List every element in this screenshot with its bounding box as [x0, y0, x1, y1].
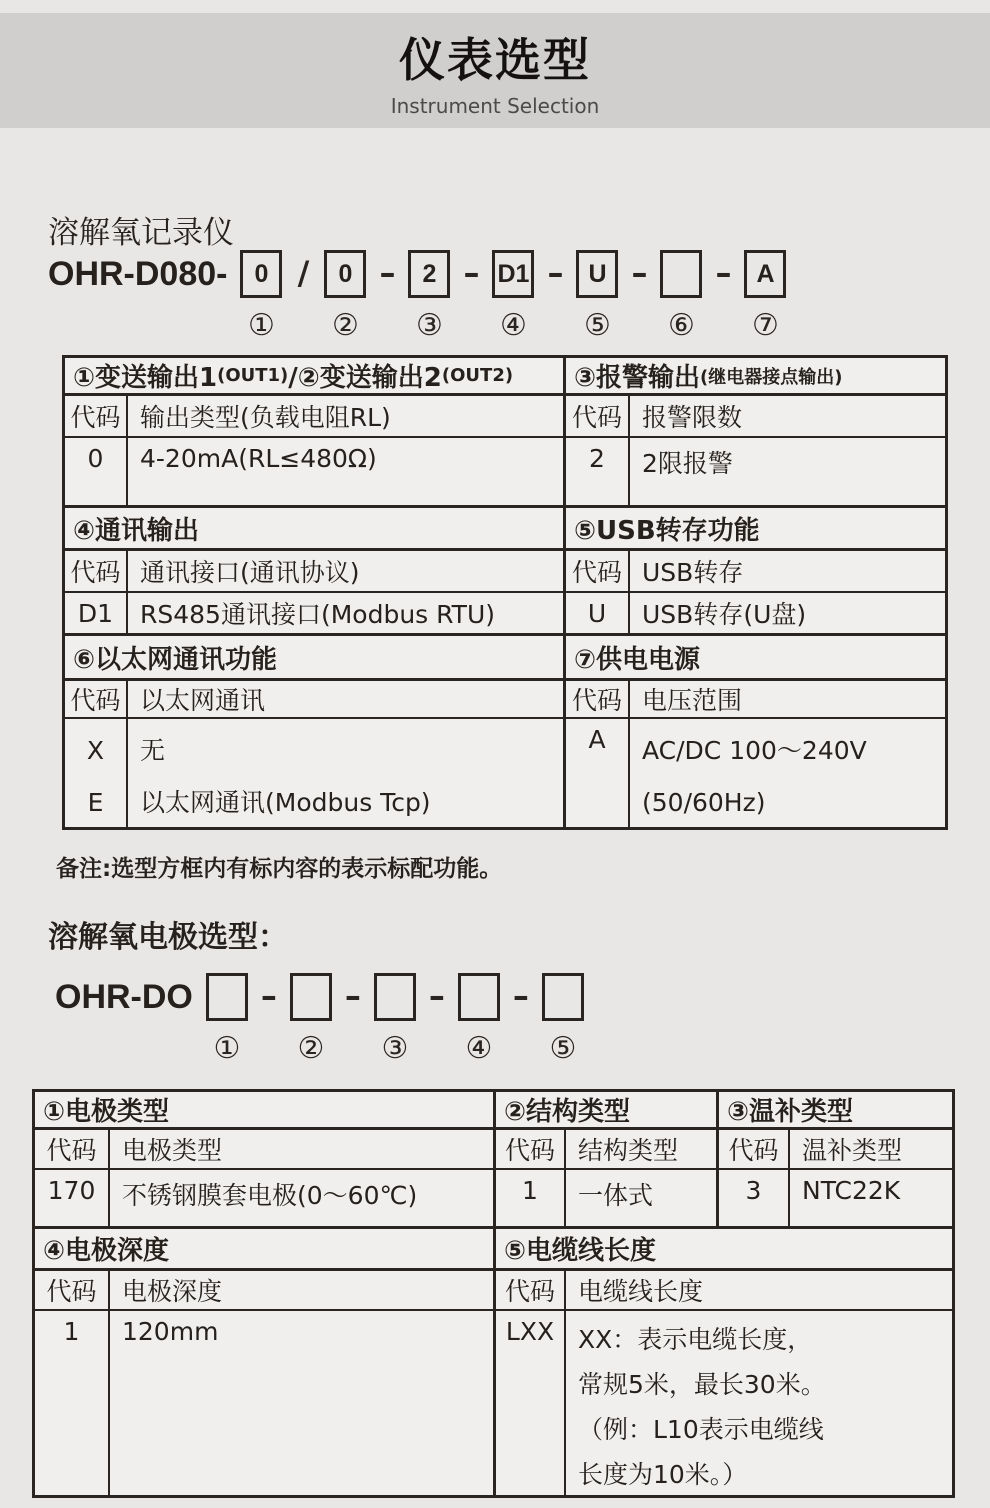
- cell-code: 3: [716, 1170, 790, 1229]
- header-alarm-output: [563, 358, 945, 396]
- header-electrode-depth: ④电极深度: [35, 1229, 493, 1271]
- page-subtitle: Instrument Selection: [390, 93, 600, 118]
- cell-desc: 不锈钢膜套电极(0～60℃): [110, 1170, 493, 1229]
- cell-desc: USB转存(U盘): [630, 593, 945, 636]
- model-slot-3: [405, 250, 453, 342]
- header-usb-function: ⑤USB转存功能: [563, 508, 945, 551]
- model-separator: –: [344, 977, 361, 1015]
- recorder-heading: 溶解氧记录仪: [48, 215, 234, 251]
- header-text: /②变送输出2: [288, 363, 442, 393]
- col-header-voltage-range: 电压范围: [630, 681, 945, 719]
- col-header-code: 代码: [716, 1130, 790, 1170]
- model-separator: –: [428, 977, 445, 1015]
- header-text-small: (OUT2): [441, 365, 514, 386]
- model-slot-box: [290, 973, 332, 1021]
- cell-desc-line: 长度为10米。）: [578, 1460, 748, 1489]
- cell-code-list: [65, 719, 128, 827]
- header-text-small: (继电器接点输出): [700, 366, 843, 388]
- circled-number-icon: ②: [332, 308, 359, 343]
- model-slot-4: [455, 973, 503, 1065]
- header-text-small: (OUT1): [217, 365, 289, 386]
- header-comm-output: ④通讯输出: [65, 508, 563, 551]
- cell-desc: 一体式: [566, 1170, 716, 1229]
- cell-desc-line: （例：L10表示电缆线: [578, 1415, 824, 1444]
- cell-code: E: [87, 788, 104, 817]
- model-slot-box: 0: [324, 250, 366, 298]
- standard-config-note: 备注:选型方框内有标内容的表示标配功能。: [56, 856, 503, 882]
- model-slot-1: [203, 973, 251, 1065]
- col-header-ethernet: 以太网通讯: [128, 681, 563, 719]
- model-separator: /: [297, 254, 310, 292]
- model-slot-2: [321, 250, 369, 342]
- model-slot-box: U: [576, 250, 618, 298]
- cell-desc-multiline: [566, 1311, 952, 1495]
- col-header-temp-comp-type: 温补类型: [790, 1130, 952, 1170]
- cell-code: LXX: [493, 1311, 566, 1495]
- cell-code: 2: [563, 438, 630, 508]
- cell-desc-list: [630, 719, 945, 827]
- header-text: ①变送输出1: [73, 363, 218, 393]
- electrode-model-code-line: [55, 973, 587, 1065]
- circled-number-icon: ③: [381, 1031, 409, 1066]
- model-slot-4: [489, 250, 537, 342]
- model-slot-5: [539, 973, 587, 1065]
- header-cable-length: ⑤电缆线长度: [493, 1229, 952, 1271]
- model-slot-2: [287, 973, 335, 1065]
- cell-code: 170: [35, 1170, 110, 1229]
- model-slot-box: 2: [408, 250, 450, 298]
- model-slot-box: D1: [492, 250, 534, 298]
- cell-desc: RS485通讯接口(Modbus RTU): [128, 593, 563, 636]
- cell-desc: 120mm: [122, 1317, 219, 1346]
- col-header-usb: USB转存: [630, 551, 945, 593]
- col-header-code: 代码: [65, 551, 128, 593]
- col-header-code: 代码: [563, 551, 630, 593]
- circled-number-icon: ③: [416, 308, 443, 343]
- page-title: 仪表选型: [399, 32, 591, 87]
- model-slot-3: [371, 973, 419, 1065]
- cell-desc: AC/DC 100～240V: [642, 736, 867, 765]
- circled-number-icon: ①: [213, 1031, 241, 1066]
- header-temp-comp-type: ③温补类型: [716, 1092, 952, 1130]
- electrode-model-prefix: OHR-DO: [55, 978, 193, 1016]
- cell-code: 1: [35, 1311, 110, 1495]
- col-header-code: 代码: [65, 681, 128, 719]
- cell-desc-line: XX：表示电缆长度，: [578, 1325, 813, 1354]
- header-electrode-type: ①电极类型: [35, 1092, 493, 1130]
- cell-desc: NTC22K: [790, 1170, 952, 1229]
- col-header-code: 代码: [65, 396, 128, 438]
- cell-desc: 以太网通讯(Modbus Tcp): [140, 788, 431, 817]
- circled-number-icon: ④: [465, 1031, 493, 1066]
- model-slot-5: [573, 250, 621, 342]
- cell-code: U: [563, 593, 630, 636]
- col-header-code: 代码: [563, 396, 630, 438]
- model-separator: –: [512, 977, 529, 1015]
- header-transmit-output: [65, 358, 563, 396]
- col-header-cable-length: 电缆线长度: [566, 1271, 952, 1311]
- model-separator: –: [631, 254, 648, 292]
- col-header-code: 代码: [35, 1130, 110, 1170]
- model-separator: –: [463, 254, 480, 292]
- circled-number-icon: ⑥: [668, 308, 695, 343]
- circled-number-icon: ⑤: [584, 308, 611, 343]
- circled-number-icon: ①: [248, 308, 275, 343]
- cell-desc: (50/60Hz): [642, 788, 766, 817]
- cell-code: D1: [65, 593, 128, 636]
- model-separator: –: [260, 977, 277, 1015]
- model-slot-6: [657, 250, 705, 342]
- col-header-structure-type: 结构类型: [566, 1130, 716, 1170]
- cell-desc-line: 常规5米，最长30米。: [578, 1370, 826, 1399]
- model-slot-box: 0: [240, 250, 282, 298]
- col-header-alarm-limit: 报警限数: [630, 396, 945, 438]
- cell-code: 1: [493, 1170, 566, 1229]
- circled-number-icon: ④: [500, 308, 527, 343]
- instrument-model-code-line: [48, 250, 789, 342]
- cell-desc-list: [128, 719, 563, 827]
- header-ethernet-function: ⑥以太网通讯功能: [65, 636, 563, 681]
- cell-code: X: [86, 736, 105, 765]
- model-slot-box: [206, 973, 248, 1021]
- col-header-code: 代码: [493, 1271, 566, 1311]
- cell-code: A: [563, 719, 630, 827]
- col-header-code: 代码: [493, 1130, 566, 1170]
- circled-number-icon: ②: [297, 1031, 325, 1066]
- cell-desc: 无: [140, 736, 166, 765]
- electrode-heading: 溶解氧电极选型：: [48, 920, 288, 955]
- col-header-electrode-type: 电极类型: [110, 1130, 493, 1170]
- col-header-code: 代码: [563, 681, 630, 719]
- model-slot-box: [374, 973, 416, 1021]
- header-structure-type: ②结构类型: [493, 1092, 716, 1130]
- model-separator: –: [715, 254, 732, 292]
- title-band: [0, 13, 990, 128]
- header-text: ③报警输出: [574, 363, 701, 393]
- model-slot-box: [458, 973, 500, 1021]
- circled-number-icon: ⑦: [752, 308, 779, 343]
- instrument-selection-table: [62, 355, 948, 830]
- model-separator: –: [547, 254, 564, 292]
- model-slot-box: [542, 973, 584, 1021]
- model-separator: –: [379, 254, 396, 292]
- col-header-code: 代码: [35, 1271, 110, 1311]
- electrode-selection-table: [32, 1089, 955, 1498]
- model-slot-1: [237, 250, 285, 342]
- header-power-supply: ⑦供电电源: [563, 636, 945, 681]
- col-header-output-type: 输出类型(负载电阻RL): [128, 396, 563, 438]
- cell-desc: 2限报警: [630, 438, 945, 508]
- cell-desc: 4-20mA(RL≤480Ω): [128, 438, 563, 508]
- model-slot-7: [741, 250, 789, 342]
- col-header-comm-interface: 通讯接口(通讯协议): [128, 551, 563, 593]
- model-slot-box: [660, 250, 702, 298]
- cell-code: 0: [65, 438, 128, 508]
- model-slot-box: A: [744, 250, 786, 298]
- col-header-electrode-depth: 电极深度: [110, 1271, 493, 1311]
- circled-number-icon: ⑤: [549, 1031, 577, 1066]
- instrument-model-prefix: OHR-D080-: [48, 255, 228, 293]
